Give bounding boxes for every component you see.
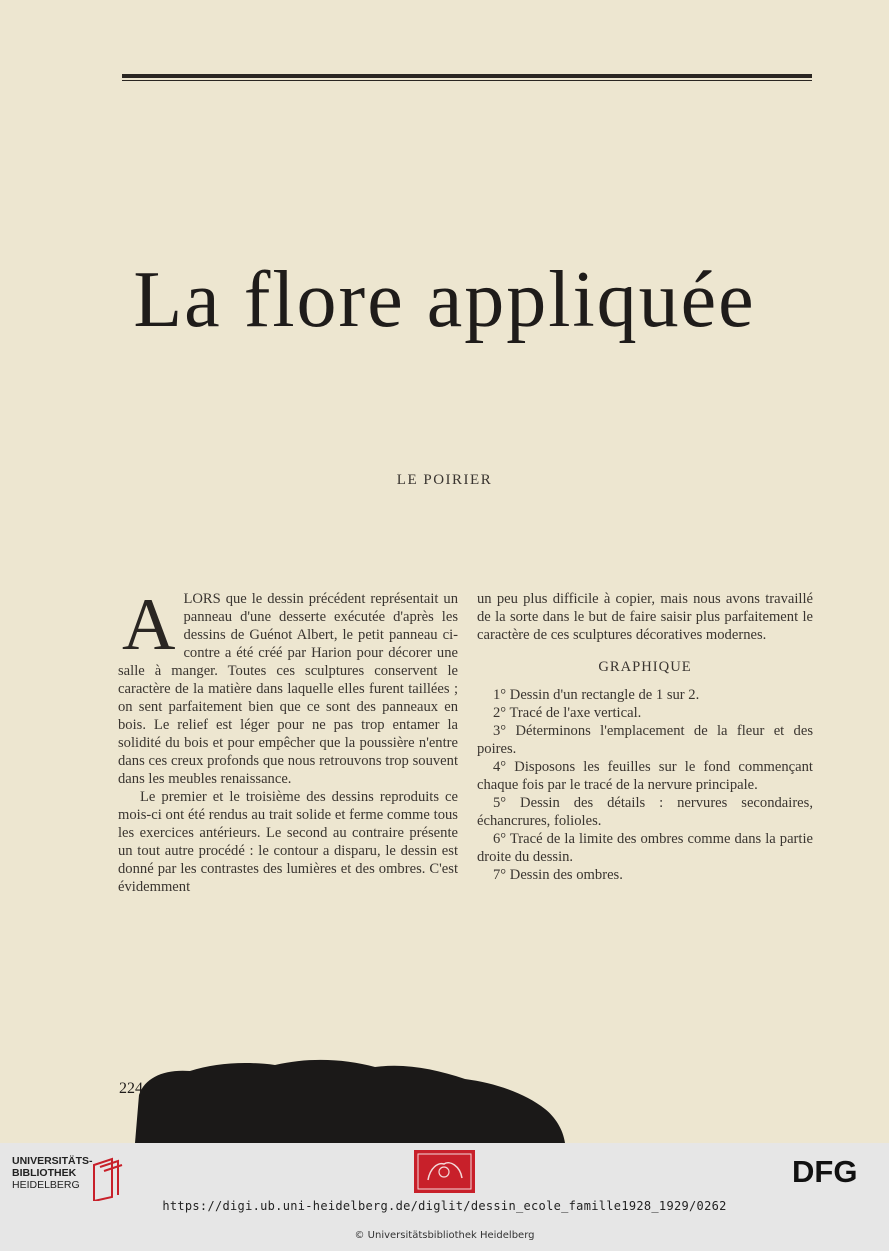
library-mark-icon: [90, 1157, 124, 1201]
step-6: 6° Tracé de la limite des ombres comme dans la partie droite du dessin.: [477, 831, 813, 865]
library-name: UNIVERSITÄTS- BIBLIOTHEK HEIDELBERG: [12, 1155, 93, 1191]
left-paragraph-1: LORS que le dessin précédent représentait un panneau d'une desserte exécutée d'après les dessins de Guénot Albert, le petit panneau ci-contre a été créé par Harion pour décorer une salle à manger. Toutes ces sculptures conservent le caractère de la matière dans laquelle elles furent taillées ; on sent parfaitement bien que ce sont des panneaux en bois. Le relief est léger pour ne pas trop entamer la solidité du bois et pour empêcher que la poussière n'entre dans ces creux profonds que nous retrouvons trop souvent dans les meubles renaissance.: [118, 591, 458, 787]
top-rule-thick: [122, 74, 812, 78]
right-paragraph-1: un peu plus difficile à copier, mais nous avons travaillé de la sorte dans le but de faire saisir plus parfaitement le caractère de ces sculptures décoratives modernes.: [477, 591, 813, 643]
copyright-notice: © Universitätsbibliothek Heidelberg: [354, 1230, 535, 1241]
left-paragraph-2: Le premier et le troisième des dessins reproduits ce mois-ci ont été rendus au trait solide et ferme comme tous les exercices antérieurs. Le second au contraire présente un tout autre procédé : le contour a disparu, le dessin est donné par les contrastes des lumières et des ombres. C'est évidemment: [118, 789, 458, 895]
step-7: 7° Dessin des ombres.: [493, 867, 623, 883]
article-subtitle: LE POIRIER: [396, 472, 493, 488]
dfg-logo[interactable]: [792, 1155, 876, 1185]
emblem-icon: [414, 1150, 475, 1193]
drop-cap: A: [122, 584, 176, 666]
digital-collection-logo[interactable]: [414, 1150, 475, 1193]
step-1: 1° Dessin d'un rectangle de 1 sur 2.: [493, 687, 700, 703]
left-column: [118, 584, 458, 896]
ink-blot: [135, 1055, 565, 1143]
step-3: 3° Déterminons l'emplacement de la fleur et des poires.: [477, 723, 813, 757]
page-number: 224: [119, 1080, 143, 1097]
viewer-footer: [0, 1143, 889, 1251]
right-column: [477, 590, 813, 884]
step-2: 2° Tracé de l'axe vertical.: [493, 705, 642, 721]
article-title: La flore appliquée: [133, 256, 756, 344]
svg-text:DFG: DFG: [792, 1155, 858, 1185]
step-5: 5° Dessin des détails : nervures secondaires, échancrures, folioles.: [477, 795, 813, 829]
top-rule-thin: [122, 80, 812, 81]
library-logo[interactable]: [12, 1155, 132, 1203]
permalink-url[interactable]: https://digi.ub.uni-heidelberg.de/diglit/dessin_ecole_famille1928_1929/0262: [162, 1199, 727, 1213]
step-4: 4° Disposons les feuilles sur le fond commençant chaque fois par le tracé de la nervure principale.: [477, 759, 813, 793]
graphique-heading: GRAPHIQUE: [598, 659, 692, 675]
